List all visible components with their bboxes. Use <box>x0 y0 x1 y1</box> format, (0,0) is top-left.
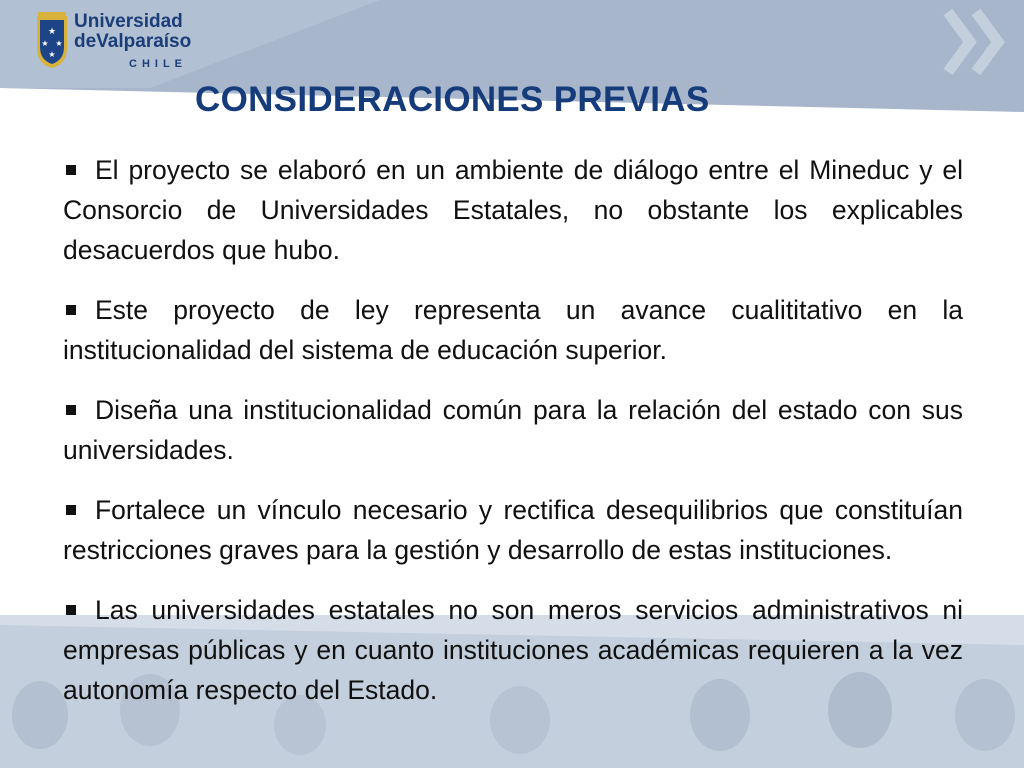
bullet-text: Diseña una institucionalidad común para la relación del estado con sus universidades. <box>63 395 963 465</box>
bullet-item <box>63 590 963 710</box>
bullet-square-icon <box>66 505 76 515</box>
bullet-text: El proyecto se elaboró en un ambiente de diálogo entre el Mineduc y el Consorcio de Universidades Estatales, no obstante los explicables desacuerdos que hubo. <box>63 155 963 265</box>
svg-text:★: ★ <box>41 39 49 48</box>
university-shield-icon <box>34 10 70 70</box>
logo-text-line1: Universidad <box>74 11 183 32</box>
bullet-list <box>63 150 963 730</box>
bullet-item <box>63 490 963 570</box>
university-logo <box>34 10 194 76</box>
bullet-text: Fortalece un vínculo necesario y rectifica desequilibrios que constituían restricciones graves para la gestión y desarrollo de estas instituciones. <box>63 495 963 565</box>
bullet-square-icon <box>66 405 76 415</box>
svg-text:★: ★ <box>55 39 63 48</box>
logo-text-line3: CHILE <box>129 58 187 70</box>
bullet-square-icon <box>66 305 76 315</box>
bullet-square-icon <box>66 165 76 175</box>
bullet-square-icon <box>66 605 76 615</box>
svg-text:★: ★ <box>48 50 56 59</box>
bullet-text: Las universidades estatales no son meros servicios administrativos ni empresas públicas y en cuanto instituciones académicas requieren a la vez autonomía respecto del Estado. <box>63 595 963 705</box>
bullet-text: Este proyecto de ley representa un avance cualititativo en la institucionalidad del sistema de educación superior. <box>63 295 963 365</box>
logo-text-line2: deValparaíso <box>74 31 192 52</box>
bullet-item <box>63 390 963 470</box>
bullet-item <box>63 150 963 270</box>
double-chevron-icon <box>940 6 1012 78</box>
bullet-item <box>63 290 963 370</box>
slide-title: CONSIDERACIONES PREVIAS <box>195 80 710 119</box>
svg-text:★: ★ <box>47 27 57 37</box>
